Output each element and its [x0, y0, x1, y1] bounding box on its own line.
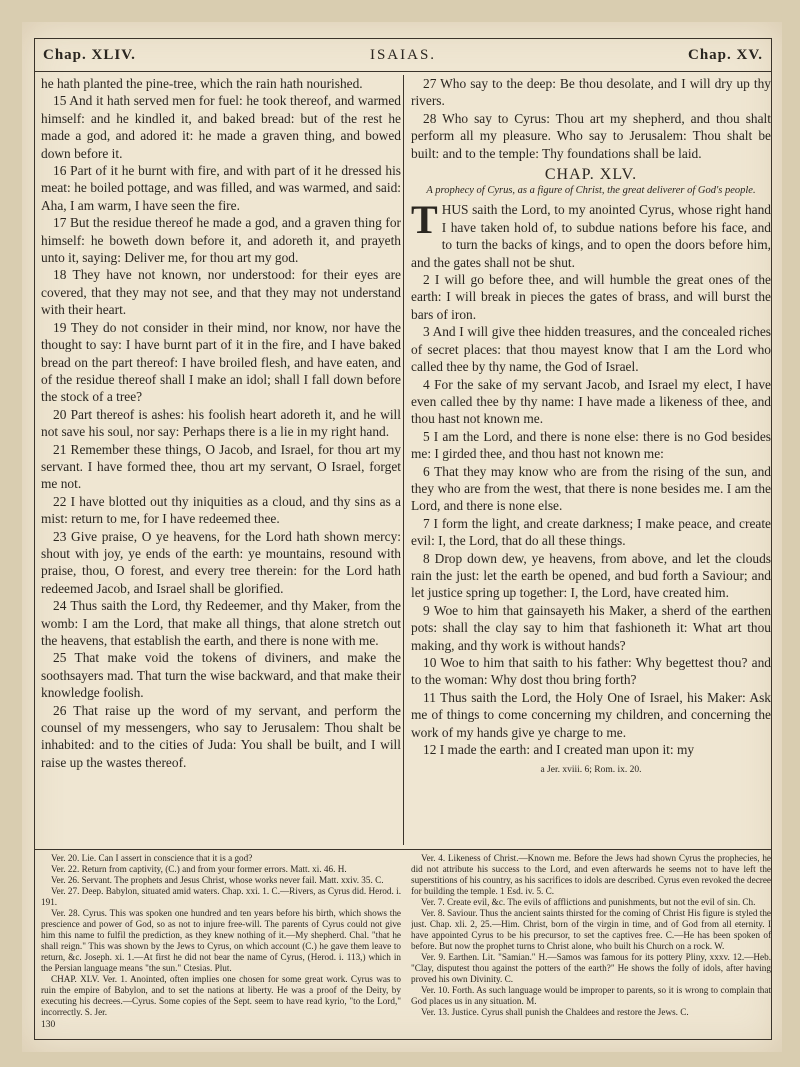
- verse: 12 I made the earth: and I created man upon it: my: [423, 742, 695, 758]
- verse: 7 I form the light, and create darkness; I make peace, and create evil: I, the Lord, that do all these things.: [411, 515, 771, 549]
- chapter-first-verse-text: HUS saith the Lord, to my anointed Cyrus, whose right hand I have taken hold of, to subdue nations before his face, and to turn the backs of kings, and to open the doors before him, and the gates shall not be shut.: [411, 202, 771, 270]
- verse: 3 And I will give thee hidden treasures, and the concealed riches of secret places: that thou mayest know that I am the Lord who called thee by thy name, the God of Israel.: [411, 324, 771, 375]
- verse: 15 And it hath served men for fuel: he took thereof, and warmed himself: and he kindled it, and baked bread: but of the rest he made a god, and adored it: he made a graven thing, and bowed down before it.: [41, 93, 401, 161]
- footnotes-right: [411, 853, 771, 1033]
- notes-divider: [35, 849, 771, 850]
- footnote: Ver. 7. Create evil, &c. The evils of afflictions and punishments, but not the evil of sin. Ch.: [421, 897, 756, 907]
- right-column: [411, 75, 771, 845]
- verse: 19 They do not consider in their mind, nor know, nor have the thought to say: I have burnt part of it in the fire, and I have baked bread on the part thereof: I have broiled flesh, and have eaten, and of the residue thereof shall I make an idol; shall I fall down before the stock of a tree?: [41, 319, 401, 405]
- running-header: [35, 39, 771, 72]
- chapter-first-verse: [411, 197, 771, 271]
- footnote: Ver. 27. Deep. Babylon, situated amid waters. Chap. xxi. 1. C.—Rivers, as Cyrus did. Herod. i. 191.: [41, 886, 401, 907]
- page-number: 130: [41, 1020, 56, 1030]
- footnote: Ver. 13. Justice. Cyrus shall punish the Chaldees and restore the Jews. C.: [421, 1007, 689, 1017]
- verse: 24 Thus saith the Lord, thy Redeemer, and thy Maker, from the womb: I am the Lord, that make all things, that alone stretch out the heavens, that establish the earth, and there is none with me.: [41, 598, 401, 648]
- footnote: Ver. 4. Likeness of Christ.—Known me. Before the Jews had shown Cyrus the prophecies, he did not attribute his success to the Lord, and even afterwards he seems not to have left the superstitions of his country, as his sacrifices to idols are described. Cyrus even revoked the decree for building the temple. 1 Esd. iv. 5. C.: [411, 853, 771, 896]
- footnote: Ver. 28. Cyrus. This was spoken one hundred and ten years before his birth, which shows the prescience and power of God, so as not to injure free-will. The parents of Cyrus could not give him this name to fulfil the prediction, as they knew nothing of it.—My shepherd. Chal. "that he shall reign." This was shown by the Jews to Cyrus, on which account (C.) he gave them leave to return, &c. Joseph. xi. 1.—At first he did not bear the name of Cyrus, (Herod. i. 113,) which in the Persian language means "the sun." Ctesias. Plut.: [41, 908, 401, 973]
- column-divider: [403, 75, 404, 845]
- verse: 27 Who say to the deep: Be thou desolate, and I will dry up thy rivers.: [411, 76, 771, 109]
- verse: 8 Drop down dew, ye heavens, from above, and let the clouds rain the just: let the earth be opened, and bud forth a Saviour; and let justice spring up together: I, the Lord, have created him.: [411, 550, 771, 601]
- footnote: Ver. 26. Servant. The prophets and Jesus Christ, whose works never fail. Matt. xxiv. 35. C.: [51, 875, 384, 885]
- verse: 23 Give praise, O ye heavens, for the Lord hath shown mercy: shout with joy, ye ends of the earth: ye mountains, resound with praise, thou, O forest, and every tree therein: for the Lord hath redeemed Jacob, and Israel shall be glorified.: [41, 528, 401, 596]
- footnote: Ver. 8. Saviour. Thus the ancient saints thirsted for the coming of Christ His figure is styled the just. Chap. xli. 2, 25.—Him. Christ, born of the virgin in time, and of God from all eternity. I have appointed Cyrus to be his precursor, to set the captives free. C.—He has been spoken of before. But now the prophet turns to Christ alone, who built his Church on a rock. W.: [411, 908, 771, 951]
- right-column-top-verses: [411, 75, 771, 162]
- verse: 6 That they may know who are from the rising of the sun, and they who are from the west, that there is none besides me. I am the Lord, and there is none else.: [411, 463, 771, 514]
- left-column: [41, 75, 401, 845]
- chapter-title: CHAP. XLV.: [544, 166, 638, 184]
- footnote: Ver. 22. Return from captivity, (C.) and from your former errors. Matt. xi. 46. H.: [51, 864, 347, 874]
- verse: 22 I have blotted out thy iniquities as a cloud, and thy sins as a mist: return to me, for I have redeemed thee.: [41, 493, 401, 527]
- header-chapter-right: Chap. XV.: [688, 47, 763, 63]
- header-book-title: ISAIAS.: [369, 47, 437, 63]
- verse: 26 That raise up the word of my servant, and perform the counsel of my messengers, who say to Jerusalem: Thou shalt be inhabited: and to the cities of Juda: You shall be built, and I will raise up the wastes thereof.: [41, 702, 401, 770]
- verse: he hath planted the pine-tree, which the rain hath nourished.: [41, 76, 363, 91]
- verse: 5 I am the Lord, and there is none else: there is no God besides me: I girded thee, and thou hast not known me:: [411, 428, 771, 462]
- verse: 25 That make void the tokens of diviners, and make the soothsayers mad. That turn the wise backward, and that make their knowledge foolish.: [41, 650, 401, 701]
- verse: 18 They have not known, nor understood: for their eyes are covered, that they may not see, and that they may not understand with their heart.: [41, 267, 401, 318]
- verse: 21 Remember these things, O Jacob, and Israel, for thou art my servant. I have formed thee, thou art my servant, O Israel, forget me not.: [41, 441, 401, 492]
- page: [22, 22, 782, 1052]
- verse: 4 For the sake of my servant Jacob, and Israel my elect, I have even called thee by thy name: I have made a likeness of thee, and thou hast not known me.: [411, 376, 771, 427]
- verse: 2 I will go before thee, and will humble the great ones of the earth: I will break in pieces the gates of brass, and will burst the bars of iron.: [411, 272, 771, 322]
- footnote: Ver. 10. Forth. As such language would be improper to parents, so it is wrong to complain that God places us in any situation. M.: [411, 985, 771, 1006]
- verse: 17 But the residue thereof he made a god, and a graven thing for himself: he boweth down before it, and adoreth it, and prayeth unto it, saying: Deliver me, for thou art my god.: [41, 215, 401, 266]
- chapter-summary: A prophecy of Cyrus, as a figure of Christ, the great deliverer of God's people.: [426, 185, 756, 197]
- verse: 10 Woe to him that saith to his father: Why begettest thou? and to the woman: Why dost thou bring forth?: [411, 655, 771, 688]
- footnote: CHAP. XLV. Ver. 1. Anointed, often implies one chosen for some great work. Cyrus was to ruin the empire of Babylon, and to set the nations at liberty. He was a proof of the Deity, by executing his decrees.—Cyrus. Some copies of the Sept. seem to have read kyrio, "to the Lord," incorrectly. S. Jer.: [41, 974, 401, 1017]
- verse: 9 Woe to him that gainsayeth his Maker, a sherd of the earthen pots: shall the clay say to him that fashioneth it: What art thou making, and thy work is without hands?: [411, 602, 771, 653]
- verse: 16 Part of it he burnt with fire, and with part of it he dressed his meat: he boiled pottage, and was filled, and was warmed, and said: Aha, I am warm, I have seen the fire.: [41, 163, 401, 213]
- footnote: Ver. 20. Lie. Can I assert in conscience that it is a god?: [51, 853, 253, 863]
- verse: 20 Part thereof is ashes: his foolish heart adoreth it, and he will not save his soul, nor say: Perhaps there is a lie in my right hand.: [41, 406, 401, 440]
- footnote: Ver. 9. Earthen. Lit. "Samian." H.—Samos was famous for its pottery Pliny, xxxv. 12.—Heb. "Clay, disputest thou against the potters of the earth?" He shows the folly of idols, after having proved his own Divinity. C.: [411, 952, 771, 984]
- drop-cap: T: [411, 197, 438, 243]
- verse: 28 Who say to Cyrus: Thou art my shepherd, and thou shalt perform all my pleasure. Who say to Jerusalem: Thou shalt be built: and to the temple: Thy foundations shall be laid.: [411, 110, 771, 161]
- verse: 11 Thus saith the Lord, the Holy One of Israel, his Maker: Ask me of things to come concerning my children, and concerning the work of my hands give ye charge to me.: [411, 689, 771, 740]
- header-chapter-left: Chap. XLIV.: [43, 47, 136, 63]
- footnotes-left: [41, 853, 401, 1033]
- right-column-verses: [411, 271, 771, 758]
- page-frame: [34, 38, 772, 1040]
- cross-reference: a Jer. xviii. 6; Rom. ix. 20.: [540, 765, 642, 776]
